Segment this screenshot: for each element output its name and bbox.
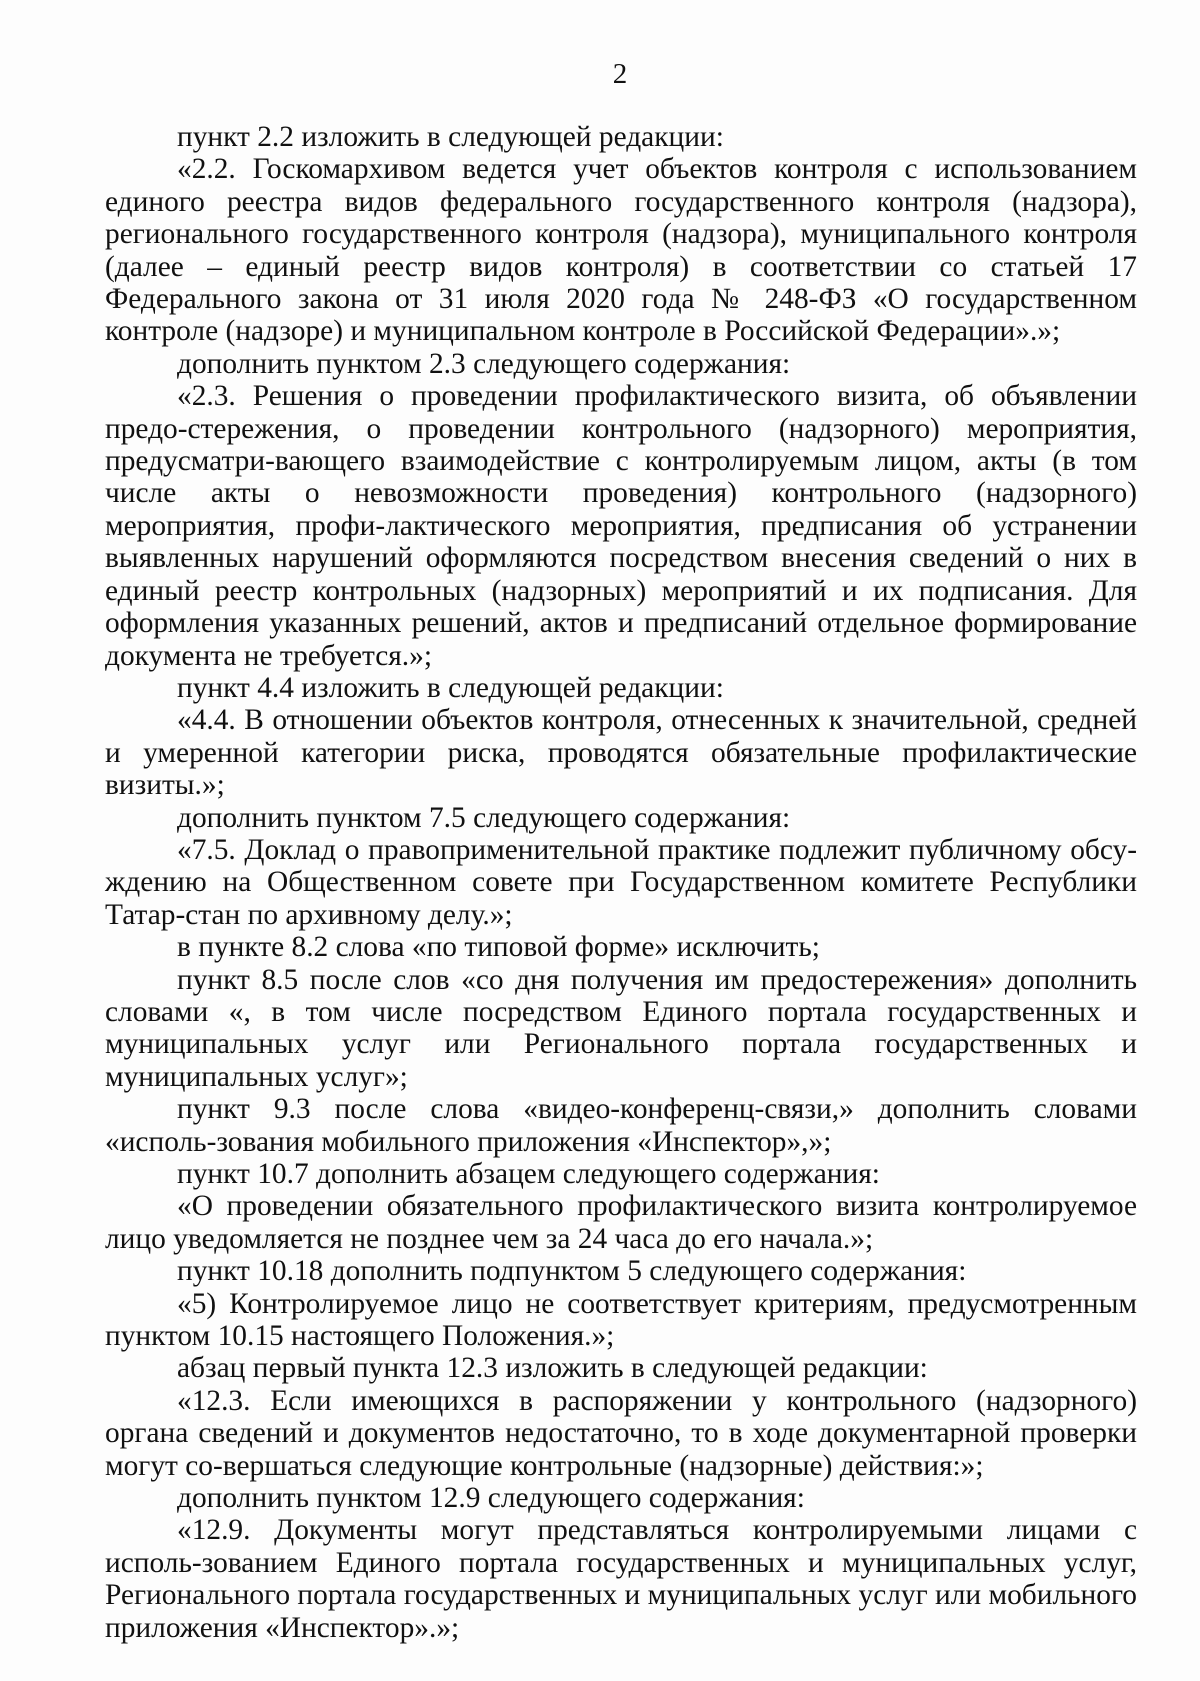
- amendment-text: «7.5. Доклад о правоприменительной практике подлежит публичному обсу-ждению на Общественном совете при Государственном комитете Республики Татар-стан по архивному делу.»;: [105, 833, 1137, 931]
- amendment-text: «2.3. Решения о проведении профилактического визита, об объявлении предо-стережения, о проведении контрольного (надзорного) мероприятия, предусматри-вающего взаимодействие с контролируемым лицом, акты (в том числе акты о невозможности проведения) контрольного (надзорного) мероприятия, профи-лактического мероприятия, предписания об устранении выявленных нарушений оформляются посредством внесения сведений о них в единый реестр контрольных (надзорных) мероприятий и их подписания. Для оформления указанных решений, актов и предписаний отдельное формирование документа не требуется.»;: [105, 380, 1137, 672]
- document-body: [105, 121, 1137, 1644]
- amendment-instruction: пункт 8.5 после слов «со дня получения им предостережения» дополнить словами «, в том числе посредством Единого портала государственных и муниципальных услуг или Регионального портала государственных и муниципальных услуг»;: [105, 963, 1137, 1093]
- page-number: 2: [612, 58, 628, 90]
- amendment-instruction: пункт 10.7 дополнить абзацем следующего содержания:: [177, 1158, 880, 1190]
- amendment-text: «2.2. Госкомархивом ведется учет объектов контроля с использованием единого реестра видов федерального государственного контроля (надзора), регионального государственного контроля (надзора), муниципального контроля (далее – единый реестр видов контроля) в соответствии со статьей 17 Федерального закона от 31 июля 2020 года № 248-ФЗ «О государственном контроле (надзоре) и муниципальном контроле в Российской Федерации».»;: [105, 153, 1137, 348]
- amendment-text: «О проведении обязательного профилактического визита контролируемое лицо уведомляется не позднее чем за 24 часа до его начала.»;: [105, 1190, 1137, 1255]
- amendment-instruction: пункт 2.2 изложить в следующей редакции:: [177, 121, 724, 153]
- amendment-instruction: в пункте 8.2 слова «по типовой форме» исключить;: [177, 931, 820, 964]
- amendment-instruction: дополнить пунктом 7.5 следующего содержания:: [177, 801, 791, 834]
- amendment-instruction: абзац первый пункта 12.3 изложить в следующей редакции:: [177, 1352, 928, 1385]
- amendment-text: «12.3. Если имеющихся в распоряжении у контрольного (надзорного) органа сведений и документов недостаточно, то в ходе документарной проверки могут со-вершаться следующие контрольные (надзорные) действия:»;: [105, 1384, 1137, 1482]
- amendment-instruction: дополнить пунктом 2.3 следующего содержания:: [177, 347, 791, 380]
- amendment-instruction: пункт 10.18 дополнить подпунктом 5 следующего содержания:: [177, 1255, 967, 1288]
- amendment-text: «12.9. Документы могут представляться контролируемыми лицами с исполь-зованием Единого портала государственных и муниципальных услуг, Регионального портала государственных и муниципальных услуг или мобильного приложения «Инспектор».»;: [105, 1514, 1137, 1644]
- amendment-instruction: дополнить пунктом 12.9 следующего содержания:: [177, 1482, 805, 1515]
- amendment-text: «5) Контролируемое лицо не соответствует критериям, предусмотренным пунктом 10.15 настоящего Положения.»;: [105, 1287, 1137, 1353]
- amendment-instruction: пункт 9.3 после слова «видео-конференц-связи,» дополнить словами «исполь-зования мобильного приложения «Инспектор»,»;: [105, 1093, 1137, 1158]
- amendment-instruction: пункт 4.4 изложить в следующей редакции:: [177, 671, 724, 704]
- amendment-text: «4.4. В отношении объектов контроля, отнесенных к значительной, средней и умеренной категории риска, проводятся обязательные профилактические визиты.»;: [105, 704, 1137, 802]
